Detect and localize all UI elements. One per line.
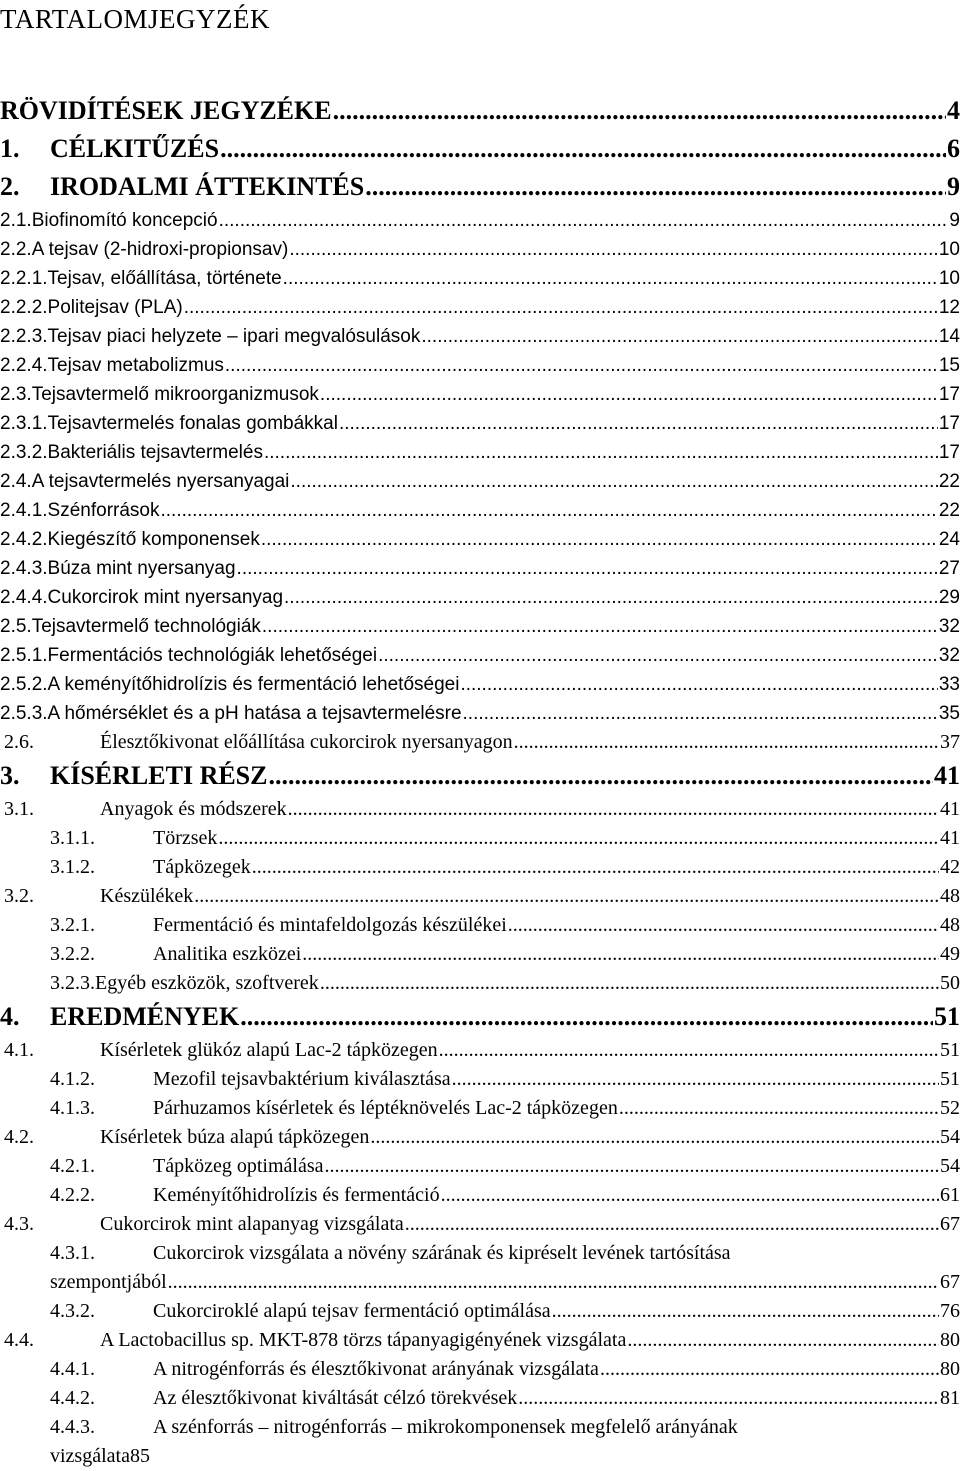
toc-entry[interactable] bbox=[0, 351, 960, 380]
toc-dot-leader bbox=[220, 130, 946, 168]
toc-page-number: 51 bbox=[940, 1068, 960, 1090]
toc-entry-number: 4.2. bbox=[4, 1126, 34, 1148]
toc-dot-leader bbox=[219, 206, 949, 235]
toc-entry-title: Fermentáció és mintafeldolgozás készülékei bbox=[153, 914, 507, 936]
toc-page-number: 29 bbox=[938, 587, 960, 608]
toc-page-number: 81 bbox=[940, 1387, 960, 1409]
toc-entry-number: 4.4.3. bbox=[50, 1416, 95, 1438]
toc-dot-leader bbox=[452, 1065, 939, 1094]
toc-dot-leader bbox=[161, 496, 938, 525]
toc-dot-leader bbox=[218, 824, 939, 853]
toc-entry-title: Cukorcirok vizsgálata a növény szárának és kipréselt levének tartósítása bbox=[153, 1242, 731, 1264]
toc-entry-title: szempontjából bbox=[50, 1271, 167, 1293]
toc-entry[interactable] bbox=[0, 911, 960, 940]
toc-entry[interactable] bbox=[0, 168, 960, 206]
toc-page-number: 9 bbox=[949, 210, 960, 231]
toc-entry-number: 4. bbox=[0, 1002, 20, 1031]
toc-entry-number: 2.4.4. bbox=[0, 587, 48, 608]
toc-dot-leader bbox=[333, 92, 946, 130]
toc-entry-title: Bakteriális tejsavtermelés bbox=[47, 442, 263, 463]
toc-entry-title: Tejsav, előállítása, története bbox=[47, 268, 282, 289]
toc-page-number: 12 bbox=[938, 297, 960, 318]
toc-entry[interactable] bbox=[0, 1413, 960, 1442]
toc-entry-title: A hőmérséklet és a pH hatása a tejsavtermelésre bbox=[47, 703, 462, 724]
toc-dot-leader bbox=[365, 168, 946, 206]
toc-dot-leader bbox=[405, 1210, 939, 1239]
toc-page-number: 27 bbox=[938, 558, 960, 579]
toc-entry-number: 3.2.3. bbox=[50, 972, 95, 994]
toc-entry[interactable] bbox=[0, 795, 960, 824]
toc-entry-number: 2.2.3. bbox=[0, 326, 48, 347]
toc-entry[interactable] bbox=[0, 757, 960, 795]
toc-entry-title: Tejsav metabolizmus bbox=[47, 355, 224, 376]
toc-entry-title: Tejsav piaci helyzete – ipari megvalósulások bbox=[47, 326, 421, 347]
toc-dot-leader bbox=[194, 882, 939, 911]
toc-entry[interactable] bbox=[0, 853, 960, 882]
toc-page-number: 48 bbox=[940, 914, 960, 936]
toc-entry-number: 3.1. bbox=[4, 798, 34, 820]
toc-entry-title: Mezofil tejsavbaktérium kiválasztása bbox=[153, 1068, 451, 1090]
toc-entry[interactable] bbox=[0, 1239, 960, 1268]
toc-entry[interactable] bbox=[0, 235, 960, 264]
toc-entry[interactable] bbox=[0, 1297, 960, 1326]
toc-entry[interactable] bbox=[0, 670, 960, 699]
toc-page-number: 50 bbox=[940, 972, 960, 994]
toc-entry[interactable] bbox=[0, 969, 960, 998]
toc-entry-number: 2.2.1. bbox=[0, 268, 48, 289]
toc-entry-title: A tejsavtermelés nyersanyagai bbox=[31, 471, 290, 492]
toc-dot-leader bbox=[264, 438, 938, 467]
toc-entry-title: Tejsavtermelő technológiák bbox=[31, 616, 261, 637]
toc-entry-title: Párhuzamos kísérletek és léptéknövelés Lac-2 tápközegen bbox=[153, 1097, 618, 1119]
toc-dot-leader bbox=[262, 612, 938, 641]
toc-entry-number: 4.2.2. bbox=[50, 1184, 95, 1206]
toc-page-number: 41 bbox=[940, 798, 960, 820]
toc-page-number: 52 bbox=[940, 1097, 960, 1119]
toc-page-number: 54 bbox=[940, 1126, 960, 1148]
toc-entry[interactable] bbox=[0, 496, 960, 525]
toc-dot-leader bbox=[508, 911, 939, 940]
toc-dot-leader bbox=[288, 795, 939, 824]
toc-page-number: 54 bbox=[940, 1155, 960, 1177]
toc-entry-number: 2.2.2. bbox=[0, 297, 48, 318]
toc-page-number: 41 bbox=[940, 827, 960, 849]
toc-dot-leader bbox=[184, 293, 938, 322]
toc-dot-leader bbox=[378, 641, 938, 670]
toc-entry[interactable] bbox=[0, 1181, 960, 1210]
toc-page-number: 51 bbox=[940, 1039, 960, 1061]
toc-dot-leader bbox=[460, 670, 937, 699]
toc-entry-number: 4.3.2. bbox=[50, 1300, 95, 1322]
toc-entry-number: 3.2.1. bbox=[50, 914, 95, 936]
toc-entry-title: Cukorcirok mint nyersanyag bbox=[47, 587, 284, 608]
toc-entry-title: Cukorcirok mint alapanyag vizsgálata bbox=[100, 1213, 404, 1235]
toc-page-number: 33 bbox=[938, 674, 960, 695]
toc-entry[interactable] bbox=[0, 293, 960, 322]
toc-entry-title: Analitika eszközei bbox=[153, 943, 302, 965]
toc-page-number: 67 bbox=[940, 1213, 960, 1235]
toc-entry-title: A nitrogénforrás és élesztőkivonat arányának vizsgálata bbox=[153, 1358, 599, 1380]
toc-entry-title: Tejsavtermelő mikroorganizmusok bbox=[31, 384, 319, 405]
toc-page-number: 35 bbox=[938, 703, 960, 724]
toc-entry-number: 2.5.1. bbox=[0, 645, 48, 666]
toc-entry-title: Tápközegek bbox=[153, 856, 251, 878]
toc-entry-number: 2.3.2. bbox=[0, 442, 48, 463]
toc-entry-title: A keményítőhidrolízis és fermentáció lehetőségei bbox=[47, 674, 460, 695]
toc-entry[interactable] bbox=[0, 1094, 960, 1123]
toc-entry-number: 2.1. bbox=[0, 210, 32, 231]
toc-entry-number: 4.3.1. bbox=[50, 1242, 95, 1264]
toc-entry[interactable] bbox=[0, 728, 960, 757]
toc-entry-number: 2.4. bbox=[0, 471, 32, 492]
toc-dot-leader bbox=[290, 467, 937, 496]
toc-entry[interactable] bbox=[0, 612, 960, 641]
toc-entry[interactable] bbox=[0, 525, 960, 554]
toc-page-number: 9 bbox=[947, 172, 960, 201]
toc-entry-title: Kísérletek glükóz alapú Lac-2 tápközegen bbox=[100, 1039, 438, 1061]
toc-page-number: 32 bbox=[938, 616, 960, 637]
toc-entry-title: RÖVIDÍTÉSEK JEGYZÉKE bbox=[0, 96, 332, 125]
toc-entry[interactable] bbox=[0, 641, 960, 670]
toc-dot-leader bbox=[320, 380, 938, 409]
toc-entry-number: 2.4.1. bbox=[0, 500, 48, 521]
toc-entry-title: A tejsav (2-hidroxi-propionsav) bbox=[31, 239, 289, 260]
toc-entry-number: 2. bbox=[0, 172, 20, 201]
toc-entry-number: 3.2. bbox=[4, 885, 34, 907]
toc-entry[interactable] bbox=[0, 1326, 960, 1355]
toc-entry[interactable] bbox=[0, 409, 960, 438]
toc-entry-number: 2.5.3. bbox=[0, 703, 48, 724]
toc-entry-title: Politejsav (PLA) bbox=[47, 297, 183, 318]
toc-entry-number: 4.4.2. bbox=[50, 1387, 95, 1409]
toc-dot-leader bbox=[421, 322, 938, 351]
toc-page-number: 6 bbox=[947, 134, 960, 163]
toc-page-number: 22 bbox=[938, 471, 960, 492]
toc-page-number: 80 bbox=[940, 1329, 960, 1351]
toc-entry-title: Az élesztőkivonat kiváltását célzó törekvések bbox=[153, 1387, 518, 1409]
toc-entry[interactable] bbox=[0, 882, 960, 911]
toc-entry-title: EREDMÉNYEK bbox=[50, 1002, 240, 1031]
toc-entry-title: Biofinomító koncepció bbox=[31, 210, 218, 231]
toc-entry[interactable] bbox=[0, 1268, 960, 1297]
toc-entry-title: Törzsek bbox=[153, 827, 218, 849]
toc-dot-leader bbox=[237, 554, 938, 583]
toc-entry[interactable] bbox=[0, 92, 960, 130]
toc-entry-title: Kiegészítő komponensek bbox=[47, 529, 260, 550]
toc-dot-leader bbox=[261, 525, 938, 554]
toc-page-number: 42 bbox=[940, 856, 960, 878]
toc-entry-number: 2.2. bbox=[0, 239, 32, 260]
toc-entry-title: CÉLKITŰZÉS bbox=[50, 134, 220, 163]
toc-page-number: 15 bbox=[938, 355, 960, 376]
toc-page-number: 4 bbox=[947, 96, 960, 125]
toc-entry[interactable] bbox=[0, 206, 960, 235]
toc-entry[interactable] bbox=[0, 1065, 960, 1094]
toc-page-number: 61 bbox=[940, 1184, 960, 1206]
toc-entry[interactable] bbox=[0, 467, 960, 496]
toc-entry-number: 3. bbox=[0, 761, 20, 790]
toc-entry[interactable] bbox=[0, 438, 960, 467]
toc-dot-leader bbox=[370, 1123, 939, 1152]
toc-entry[interactable] bbox=[0, 380, 960, 409]
toc-entry-number: 4.1.3. bbox=[50, 1097, 95, 1119]
toc-page-number: 17 bbox=[938, 384, 960, 405]
toc-dot-leader bbox=[302, 940, 939, 969]
toc-dot-leader bbox=[518, 1384, 939, 1413]
toc-entry[interactable] bbox=[0, 130, 960, 168]
toc-dot-leader bbox=[320, 969, 939, 998]
toc-dot-leader bbox=[268, 757, 933, 795]
toc-entry-title: Tápközeg optimálása bbox=[153, 1155, 324, 1177]
toc-page-number: 32 bbox=[938, 645, 960, 666]
toc-entry-number: 2.3. bbox=[0, 384, 32, 405]
toc-entry-number: 3.1.2. bbox=[50, 856, 95, 878]
toc-entry-title: Cukorcirokl​é alapú tejsav fermentáció optimálása bbox=[153, 1300, 551, 1322]
toc-entry-title: Szénforrások bbox=[47, 500, 160, 521]
toc-entry-number: 4.4.1. bbox=[50, 1358, 95, 1380]
toc-entry-number: 4.2.1. bbox=[50, 1155, 95, 1177]
toc-page-number: 10 bbox=[938, 239, 960, 260]
toc-page-number: 67 bbox=[940, 1271, 960, 1293]
toc-dot-leader bbox=[240, 998, 933, 1036]
toc-entry[interactable] bbox=[0, 264, 960, 293]
toc-entry[interactable] bbox=[0, 1036, 960, 1065]
toc-entry-title: IRODALMI ÁTTEKINTÉS bbox=[50, 172, 365, 201]
toc-entry-title: Egyéb eszközök, szoftverek bbox=[95, 972, 319, 994]
toc-entry[interactable] bbox=[0, 824, 960, 853]
toc-dot-leader bbox=[339, 409, 938, 438]
toc-entry-title: Búza mint nyersanyag bbox=[47, 558, 236, 579]
toc-entry[interactable] bbox=[0, 1152, 960, 1181]
toc-entry-title: Tejsavtermelés fonalas gombákkal bbox=[47, 413, 338, 434]
toc-dot-leader bbox=[168, 1268, 939, 1297]
toc-dot-leader bbox=[600, 1355, 939, 1384]
toc-entry-number: 2.4.2. bbox=[0, 529, 48, 550]
toc-dot-leader bbox=[441, 1181, 939, 1210]
toc-page-number: 24 bbox=[938, 529, 960, 550]
toc-entry[interactable] bbox=[0, 554, 960, 583]
toc-page-number: 37 bbox=[940, 731, 960, 753]
toc-page-number: 14 bbox=[938, 326, 960, 347]
toc-entry-title: Kísérletek búza alapú tápközegen bbox=[100, 1126, 370, 1148]
page-title: TARTALOMJEGYZÉK bbox=[0, 4, 271, 34]
toc-dot-leader bbox=[439, 1036, 939, 1065]
toc-dot-leader bbox=[284, 583, 938, 612]
toc-entry-number: 4.3. bbox=[4, 1213, 34, 1235]
toc-entry-title: vizsgálata85 bbox=[50, 1445, 150, 1467]
toc-entry[interactable] bbox=[0, 583, 960, 612]
toc-entry-title: Anyagok és módszerek bbox=[100, 798, 287, 820]
toc-page-number: 22 bbox=[938, 500, 960, 521]
toc-page-number: 48 bbox=[940, 885, 960, 907]
toc-entry-number: 4.4. bbox=[4, 1329, 34, 1351]
toc-entry[interactable] bbox=[0, 322, 960, 351]
toc-entry-number: 2.3.1. bbox=[0, 413, 48, 434]
toc-dot-leader bbox=[225, 351, 938, 380]
toc-entry-number: 4.1.2. bbox=[50, 1068, 95, 1090]
toc-page-number: 80 bbox=[940, 1358, 960, 1380]
toc-entry[interactable] bbox=[0, 699, 960, 728]
toc-dot-leader bbox=[627, 1326, 939, 1355]
toc-entry-number: 2.4.3. bbox=[0, 558, 48, 579]
toc-entry-number: 3.1.1. bbox=[50, 827, 95, 849]
toc-entry-title: Fermentációs technológiák lehetőségei bbox=[47, 645, 378, 666]
toc-entry-number: 2.6. bbox=[4, 731, 34, 753]
toc-entry-number: 2.5. bbox=[0, 616, 32, 637]
toc-entry-number: 4.1. bbox=[4, 1039, 34, 1061]
toc-entry[interactable] bbox=[0, 1355, 960, 1384]
toc-dot-leader bbox=[289, 235, 938, 264]
toc-page-number: 51 bbox=[934, 1002, 960, 1031]
toc-entry-title: KÍSÉRLETI RÉSZ bbox=[50, 761, 268, 790]
toc-entry[interactable] bbox=[0, 1210, 960, 1239]
toc-dot-leader bbox=[283, 264, 938, 293]
toc-dot-leader bbox=[552, 1297, 939, 1326]
toc-entry-title: A szénforrás – nitrogénforrás – mikrokomponensek megfelelő arányának bbox=[153, 1416, 738, 1438]
toc-entry-number: 3.2.2. bbox=[50, 943, 95, 965]
toc-entry-number: 1. bbox=[0, 134, 20, 163]
toc-page-number: 49 bbox=[940, 943, 960, 965]
table-of-contents bbox=[0, 92, 960, 1471]
toc-entry-title: Készülékek bbox=[100, 885, 194, 907]
toc-dot-leader bbox=[325, 1152, 940, 1181]
toc-page-number: 76 bbox=[940, 1300, 960, 1322]
toc-dot-leader bbox=[514, 728, 939, 757]
toc-entry-title: Élesztőkivonat előállítása cukorcirok nyersanyagon bbox=[100, 731, 513, 753]
toc-entry-number: 2.5.2. bbox=[0, 674, 48, 695]
toc-page-number: 10 bbox=[938, 268, 960, 289]
toc-dot-leader bbox=[463, 699, 938, 728]
toc-dot-leader bbox=[619, 1094, 939, 1123]
toc-dot-leader bbox=[252, 853, 939, 882]
toc-entry[interactable] bbox=[0, 1123, 960, 1152]
toc-page-number: 17 bbox=[938, 413, 960, 434]
toc-entry[interactable] bbox=[0, 1442, 960, 1471]
toc-entry-title: Keményítőhidrolízis és fermentáció bbox=[153, 1184, 440, 1206]
toc-entry[interactable] bbox=[0, 998, 960, 1036]
toc-entry-number: 2.2.4. bbox=[0, 355, 48, 376]
toc-entry[interactable] bbox=[0, 940, 960, 969]
toc-entry[interactable] bbox=[0, 1384, 960, 1413]
toc-entry-title: A Lactobacillus sp. MKT-878 törzs tápanyagigényének vizsgálata bbox=[100, 1329, 627, 1351]
toc-page-number: 41 bbox=[934, 761, 960, 790]
toc-page-number: 17 bbox=[938, 442, 960, 463]
